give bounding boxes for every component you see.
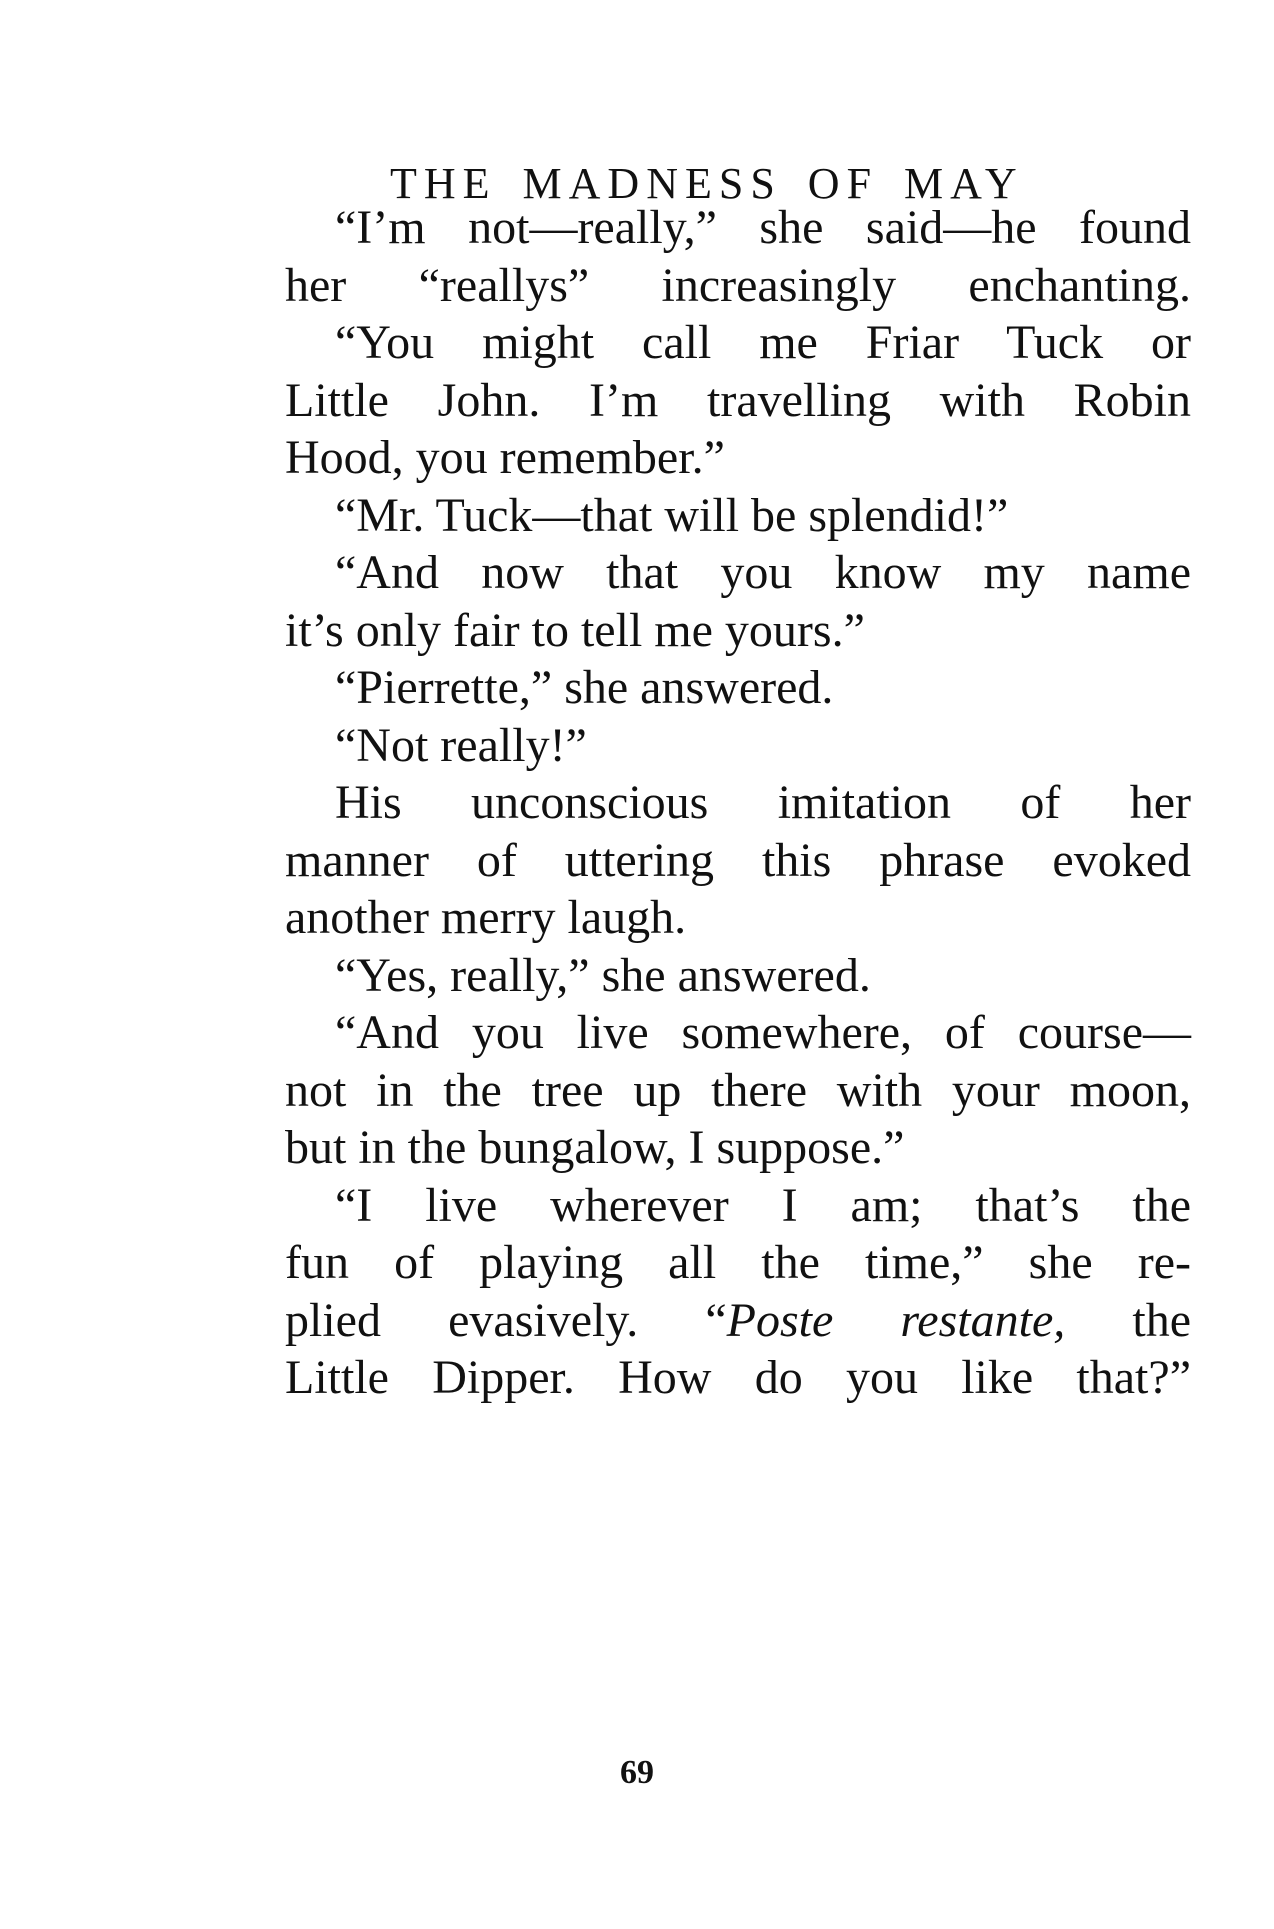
text-line: “I’m not—really,” she said—he found bbox=[335, 201, 1191, 254]
text-line: another merry laugh. bbox=[285, 891, 687, 944]
text-line: “You might call me Friar Tuck or bbox=[335, 316, 1191, 369]
text-line: not in the tree up there with your moon, bbox=[285, 1064, 1191, 1117]
text-line: her “reallys” increasingly enchanting. bbox=[285, 259, 1191, 312]
text-line: “I live wherever I am; that’s the bbox=[335, 1179, 1191, 1232]
text-line: “Mr. Tuck—that will be splendid!” bbox=[335, 489, 1009, 542]
text-line bbox=[285, 1291, 1191, 1351]
text-line: His unconscious imitation of her bbox=[335, 776, 1191, 829]
text-line: Little John. I’m travelling with Robin bbox=[285, 374, 1191, 427]
text-line: “Yes, really,” she answered. bbox=[335, 949, 871, 1002]
text-line: fun of playing all the time,” she re- bbox=[285, 1236, 1191, 1289]
text-line: Little Dipper. How do you like that?” bbox=[285, 1351, 1191, 1404]
italic-phrase: Poste restante, bbox=[726, 1294, 1066, 1347]
text-line: “And you live somewhere, of course— bbox=[335, 1006, 1191, 1059]
text-line: “And now that you know my name bbox=[335, 546, 1191, 599]
text-line: but in the bungalow, I suppose.” bbox=[285, 1121, 905, 1174]
page-number: 69 bbox=[620, 1754, 654, 1791]
running-head: THE MADNESS OF MAY bbox=[390, 159, 1024, 208]
text-line: manner of uttering this phrase evoked bbox=[285, 834, 1191, 887]
text-line: “Not really!” bbox=[335, 719, 587, 772]
text-fragment: the bbox=[1065, 1294, 1192, 1347]
text-fragment: “ bbox=[705, 1294, 727, 1347]
text-line: it’s only fair to tell me yours.” bbox=[285, 604, 865, 657]
text-line: Hood, you remember.” bbox=[285, 431, 725, 484]
text-fragment: plied evasively. bbox=[285, 1294, 639, 1347]
text-line: “Pierrette,” she answered. bbox=[335, 661, 834, 714]
